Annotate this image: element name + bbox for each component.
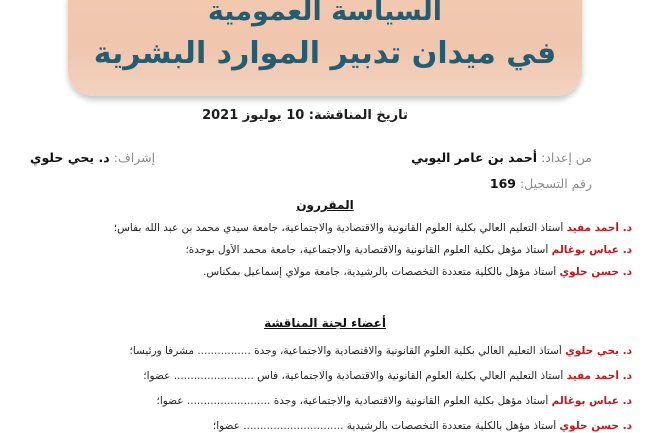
author-label: من إعداد: bbox=[541, 150, 592, 165]
committee-member-position: عضوا؛ bbox=[156, 395, 184, 407]
committee-line bbox=[8, 370, 632, 382]
reviewer-line bbox=[8, 266, 632, 278]
reviewer-name: د. حسن حلوي bbox=[559, 266, 632, 278]
reviewers-heading: المقررون bbox=[296, 198, 354, 212]
committee-member-role: أستاذ التعليم العالي بكلية العلوم القانونية والاقتصادية والاجتماعية، وجدة bbox=[254, 345, 562, 357]
committee-member-name: د. أحمد مفيد bbox=[566, 370, 632, 382]
committee-line bbox=[8, 345, 632, 357]
reviewer-role: أستاذ مؤهل بكلية العلوم القانونية والاقتصادية والاجتماعية، جامعة محمد الأول بوجدة؛ bbox=[185, 244, 549, 256]
reviewer-line bbox=[8, 222, 632, 234]
committee-member-position: مشرفا ورئيسا؛ bbox=[129, 345, 194, 357]
supervisor-label: إشراف: bbox=[113, 150, 156, 165]
committee-member-position: عضوا؛ bbox=[212, 420, 240, 432]
reviewer-line bbox=[8, 244, 632, 256]
reviewer-name: د. عباس بوغالم bbox=[551, 244, 632, 256]
supervisor-name: د. يحي حلوي bbox=[30, 150, 110, 165]
committee-line bbox=[8, 395, 632, 407]
title-line-1: السياسة العمومية bbox=[207, 0, 443, 27]
committee-member-role: أستاذ مؤهل بالكلية متعددة التخصصات بالرشيدية bbox=[346, 420, 557, 432]
committee-member-position: عضوا؛ bbox=[143, 370, 171, 382]
committee-member-role: أستاذ التعليم العالي بكلية العلوم القانونية والاقتصادية والاجتماعية، فاس bbox=[257, 370, 564, 382]
committee-member-name: د. يحي حلوي bbox=[565, 345, 632, 357]
reviewer-name: د. أحمد مفيد bbox=[566, 222, 632, 234]
reviewer-role: أستاذ مؤهل بالكلية متعددة التخصصات بالرشيدية، جامعة مولاي إسماعيل بمكناس. bbox=[203, 266, 557, 278]
committee-member-name: د. حسن حلوي bbox=[559, 420, 632, 432]
committee-line bbox=[8, 420, 632, 432]
author-name: أحمد بن عامر اليوبي bbox=[411, 150, 538, 165]
leader-dots: .............................. bbox=[243, 420, 344, 432]
leader-dots: ........................ bbox=[173, 370, 254, 382]
registration-label: رقم التسجيل: bbox=[519, 176, 592, 191]
title-banner bbox=[68, 0, 582, 96]
title-line-2: في ميدان تدبير الموارد البشرية bbox=[93, 36, 557, 71]
registration-number: 169 bbox=[489, 176, 516, 191]
registration-row bbox=[490, 176, 592, 191]
leader-dots: ................ bbox=[197, 345, 251, 357]
leader-dots: ......................... bbox=[186, 395, 271, 407]
committee-member-name: د. عباس بوغالم bbox=[551, 395, 632, 407]
defense-date: تاريخ المناقشة: 10 يوليوز 2021 bbox=[202, 108, 408, 123]
author-row bbox=[411, 150, 592, 165]
supervisor-row bbox=[30, 150, 155, 165]
reviewer-role: أستاذ التعليم العالي بكلية العلوم القانونية والاقتصادية والاجتماعية، جامعة سيدي محمد بن عبد الله بفاس؛ bbox=[113, 222, 564, 234]
committee-member-role: أستاذ مؤهل بكلية العلوم القانونية والاقتصادية والاجتماعية، وجدة bbox=[273, 395, 549, 407]
committee-heading: أعضاء لجنة المناقشة bbox=[264, 316, 386, 330]
